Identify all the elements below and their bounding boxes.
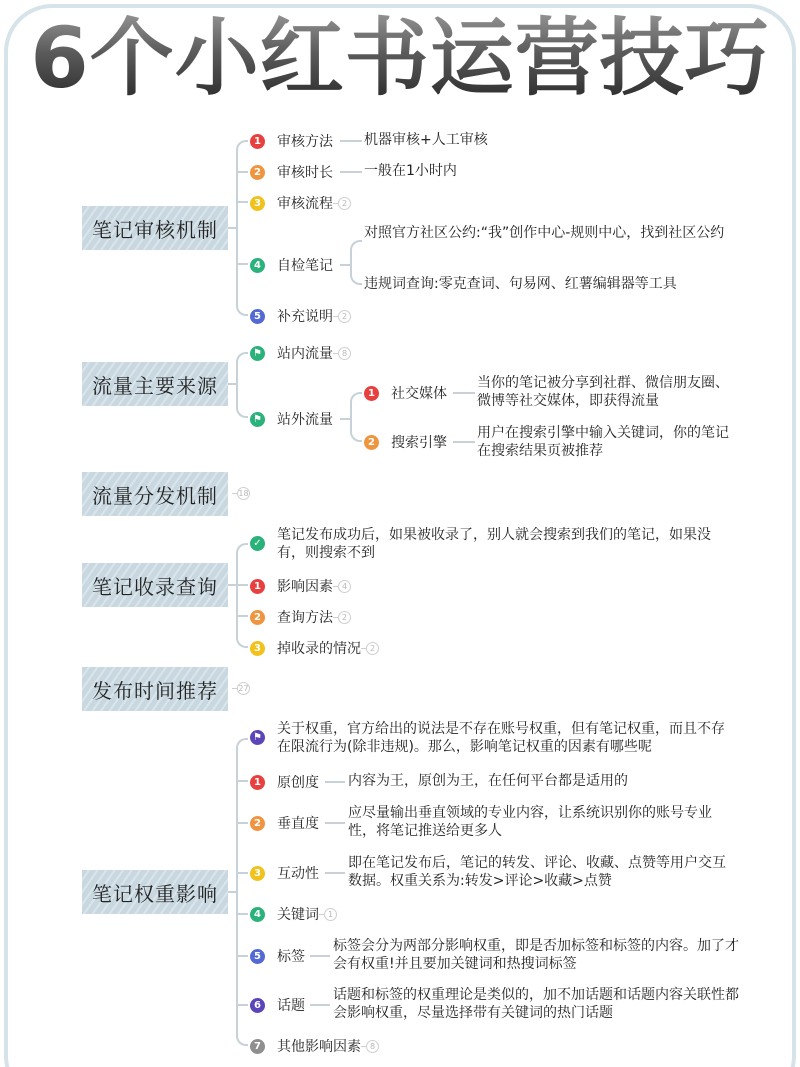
priority-1-icon: 1 bbox=[250, 775, 265, 790]
root-node-traffic-distribution[interactable]: 流量分发机制 bbox=[82, 472, 228, 516]
node-label: 审核方法 bbox=[277, 134, 333, 150]
node-keywords[interactable] bbox=[250, 904, 337, 924]
node-tags[interactable] bbox=[250, 946, 305, 966]
priority-5-icon: 5 bbox=[250, 949, 265, 964]
connector bbox=[236, 171, 248, 173]
node-originality[interactable] bbox=[250, 772, 319, 792]
collapsed-count-badge[interactable]: 2 bbox=[338, 197, 351, 210]
flag-icon: ⚑ bbox=[250, 346, 265, 361]
node-search-engine[interactable] bbox=[364, 432, 447, 452]
collapsed-count-badge[interactable]: 2 bbox=[338, 310, 351, 323]
connector bbox=[228, 891, 236, 893]
node-social-media[interactable] bbox=[364, 383, 447, 403]
connector bbox=[236, 913, 248, 915]
node-off-site-traffic[interactable] bbox=[250, 409, 333, 429]
flag-icon: ⚑ bbox=[250, 412, 265, 427]
node-label: 社交媒体 bbox=[391, 386, 447, 402]
priority-2-icon: 2 bbox=[364, 435, 379, 450]
root-node-note-indexing[interactable]: 笔记收录查询 bbox=[82, 563, 228, 607]
node-query-method[interactable] bbox=[250, 607, 351, 627]
root-node-traffic-sources[interactable]: 流量主要来源 bbox=[82, 362, 228, 406]
connector bbox=[340, 264, 350, 266]
collapsed-count-badge[interactable]: 2 bbox=[366, 642, 379, 655]
priority-1-icon: 1 bbox=[250, 579, 265, 594]
node-self-check[interactable] bbox=[250, 255, 333, 275]
node-weight-intro[interactable] bbox=[250, 720, 737, 756]
node-label: 关键词 bbox=[277, 907, 319, 923]
node-desc: 即在笔记发布后，笔记的转发、评论、收藏、点赞等用户交互数据。权重关系为:转发>评论>收藏>点赞 bbox=[348, 855, 726, 889]
connector bbox=[453, 441, 475, 443]
node-in-site-traffic[interactable] bbox=[250, 343, 351, 363]
connector bbox=[350, 392, 362, 442]
priority-2-icon: 2 bbox=[250, 610, 265, 625]
node-label: 站内流量 bbox=[277, 346, 333, 362]
connector bbox=[310, 1004, 330, 1006]
node-label: 影响因素 bbox=[277, 579, 333, 595]
priority-5-icon: 5 bbox=[250, 309, 265, 324]
node-label: 标签 bbox=[277, 949, 305, 965]
priority-1-icon: 1 bbox=[250, 134, 265, 149]
node-desc: 机器审核+人工审核 bbox=[364, 132, 488, 148]
node-label: 原创度 bbox=[277, 775, 319, 791]
node-desc: 标签会分为两部分影响权重，即是否加标签和标签的内容。加了才会有权重!并且要加关键词和热搜词标签 bbox=[333, 938, 739, 972]
priority-4-icon: 4 bbox=[250, 907, 265, 922]
collapsed-count-badge[interactable]: 1 bbox=[324, 908, 337, 921]
node-supplement[interactable] bbox=[250, 306, 351, 326]
node-label: 垂直度 bbox=[277, 816, 319, 832]
priority-3-icon: 3 bbox=[250, 196, 265, 211]
page-title: 6个小红书运营技巧 bbox=[0, 8, 800, 108]
priority-6-icon: 6 bbox=[250, 998, 265, 1013]
node-label: 笔记发布成功后，如果被收录了，别人就会搜索到我们的笔记，如果没有，则搜索不到 bbox=[277, 527, 711, 561]
root-node-note-weight[interactable]: 笔记权重影响 bbox=[82, 870, 228, 914]
node-review-process[interactable] bbox=[250, 193, 351, 213]
node-desc: 对照官方社区公约:“我”创作中心-规则中心，找到社区公约 bbox=[364, 225, 725, 241]
connector bbox=[340, 171, 362, 173]
collapsed-count-badge[interactable]: 4 bbox=[338, 580, 351, 593]
connector bbox=[236, 584, 248, 586]
node-label: 关于权重，官方给出的说法是不存在账号权重，但有笔记权重，而且不存在限流行为(除非违规)。那么，影响笔记权重的因素有哪些呢 bbox=[277, 721, 725, 755]
node-label: 补充说明 bbox=[277, 309, 333, 325]
node-interactivity[interactable] bbox=[250, 863, 319, 883]
connector bbox=[236, 263, 248, 265]
node-desc: 一般在1小时内 bbox=[364, 163, 457, 179]
node-label: 话题 bbox=[277, 998, 305, 1014]
connector bbox=[236, 1004, 248, 1006]
node-label: 掉收录的情况 bbox=[277, 641, 361, 657]
connector bbox=[453, 392, 475, 394]
connector bbox=[236, 872, 248, 874]
node-label: 互动性 bbox=[277, 866, 319, 882]
connector bbox=[325, 872, 345, 874]
priority-3-icon: 3 bbox=[250, 866, 265, 881]
collapsed-count-badge[interactable]: 2 bbox=[338, 611, 351, 624]
node-verticality[interactable] bbox=[250, 813, 319, 833]
flag-icon: ⚑ bbox=[250, 730, 265, 745]
node-label: 查询方法 bbox=[277, 610, 333, 626]
node-desc: 话题和标签的权重理论是类似的，加不加话题和话题内容关联性都会影响权重，尽量选择带有关键词的热门话题 bbox=[333, 987, 739, 1021]
connector bbox=[236, 780, 248, 782]
node-indexing-note[interactable] bbox=[250, 526, 737, 562]
connector bbox=[228, 584, 236, 586]
connector bbox=[350, 240, 362, 285]
priority-1-icon: 1 bbox=[364, 386, 379, 401]
node-desc: 应尽量输出垂直领域的专业内容，让系统识别你的账号专业性，将笔记推送给更多人 bbox=[348, 805, 712, 839]
node-desc: 违规词查询:零克查词、句易网、红薯编辑器等工具 bbox=[364, 276, 677, 292]
connector bbox=[236, 955, 248, 957]
connector bbox=[340, 140, 362, 142]
node-other-factors[interactable] bbox=[250, 1036, 379, 1056]
connector bbox=[340, 418, 350, 420]
connector bbox=[310, 955, 330, 957]
node-label: 自检笔记 bbox=[277, 258, 333, 274]
priority-7-icon: 7 bbox=[250, 1039, 265, 1054]
collapsed-count-badge[interactable]: 8 bbox=[338, 347, 351, 360]
node-desc: 当你的笔记被分享到社群、微信朋友圈、微博等社交媒体，即获得流量 bbox=[477, 375, 729, 409]
collapsed-count-badge[interactable]: 8 bbox=[366, 1040, 379, 1053]
priority-3-icon: 3 bbox=[250, 641, 265, 656]
node-desc: 内容为王，原创为王，在任何平台都是适用的 bbox=[348, 773, 628, 789]
collapsed-count-badge[interactable]: 27 bbox=[238, 684, 249, 693]
collapsed-count-badge[interactable]: 18 bbox=[238, 489, 249, 498]
node-label: 其他影响因素 bbox=[277, 1039, 361, 1055]
node-label: 审核时长 bbox=[277, 165, 333, 181]
node-review-duration[interactable] bbox=[250, 162, 333, 182]
node-label: 审核流程 bbox=[277, 196, 333, 212]
node-label: 站外流量 bbox=[277, 412, 333, 428]
priority-4-icon: 4 bbox=[250, 258, 265, 273]
connector bbox=[236, 543, 248, 648]
priority-2-icon: 2 bbox=[250, 816, 265, 831]
root-node-publish-time[interactable]: 发布时间推荐 bbox=[82, 667, 228, 711]
connector bbox=[236, 352, 248, 418]
connector bbox=[236, 738, 248, 1046]
connector bbox=[236, 822, 248, 824]
connector bbox=[236, 140, 248, 316]
check-icon: ✓ bbox=[250, 536, 265, 551]
connector bbox=[325, 781, 345, 783]
node-lost-indexing[interactable] bbox=[250, 638, 379, 658]
connector bbox=[228, 227, 236, 229]
node-topics[interactable] bbox=[250, 995, 305, 1015]
connector bbox=[228, 383, 236, 385]
priority-2-icon: 2 bbox=[250, 165, 265, 180]
root-node-review-mechanism[interactable]: 笔记审核机制 bbox=[82, 206, 228, 250]
connector bbox=[236, 615, 248, 617]
node-influencing-factors[interactable] bbox=[250, 576, 351, 596]
node-review-method[interactable] bbox=[250, 131, 333, 151]
node-desc: 用户在搜索引擎中输入关键词，你的笔记在搜索结果页被推荐 bbox=[477, 425, 729, 459]
node-label: 搜索引擎 bbox=[391, 435, 447, 451]
connector bbox=[236, 201, 248, 203]
connector bbox=[325, 822, 345, 824]
